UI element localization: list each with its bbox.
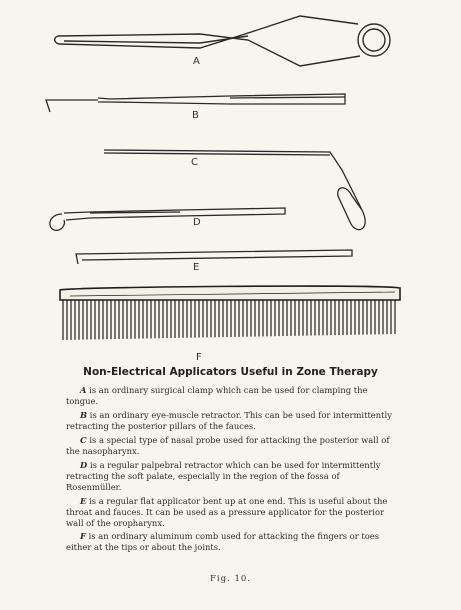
- description-f: [66, 531, 394, 553]
- description-key: A: [80, 385, 87, 395]
- description-text: is an ordinary aluminum comb used for attacking the fingers or toes either at the tips or about the joints.: [66, 531, 380, 552]
- description-text: is an ordinary eye-muscle retractor. This can be used for intermittently retracting the posterior pillars of the fauces.: [66, 410, 392, 431]
- label-e: E: [193, 262, 200, 273]
- description-text: is an ordinary surgical clamp which can be used for clamping the tongue.: [66, 385, 368, 406]
- retractor-d-drawing: [50, 208, 285, 230]
- label-b: B: [192, 110, 199, 121]
- description-text: is a special type of nasal probe used for attacking the posterior wall of the nasopharynx.: [66, 435, 390, 456]
- description-key: C: [80, 435, 87, 445]
- description-key: F: [80, 531, 86, 541]
- label-c: C: [191, 157, 198, 168]
- applicator-e-drawing: [76, 250, 352, 264]
- figure-title: Non-Electrical Applicators Useful in Zone Therapy: [83, 366, 378, 378]
- description-text: is a regular flat applicator bent up at one end. This is useful about the throat and fauces. It can be used as a pressure applicator for the posterior wall of the oropharynx.: [66, 496, 388, 528]
- label-a: A: [193, 56, 200, 67]
- figure-caption: Fig. 10.: [210, 574, 251, 584]
- description-b: [66, 410, 394, 432]
- description-e: [66, 496, 394, 529]
- description-key: E: [80, 496, 87, 506]
- description-text: is a regular palpebral retractor which can be used for intermittently retracting the soft palate, especially in the region of the fossa of Rosenmüller.: [66, 460, 381, 492]
- label-f: F: [196, 352, 202, 363]
- label-d: D: [193, 217, 201, 228]
- description-a: [66, 385, 394, 407]
- probe-c-drawing: [104, 150, 365, 230]
- description-c: [66, 435, 394, 457]
- description-d: [66, 460, 394, 493]
- comb-f-drawing: [60, 286, 400, 340]
- clamp-a-drawing: [55, 16, 390, 66]
- description-key: B: [80, 410, 88, 420]
- description-key: D: [80, 460, 88, 470]
